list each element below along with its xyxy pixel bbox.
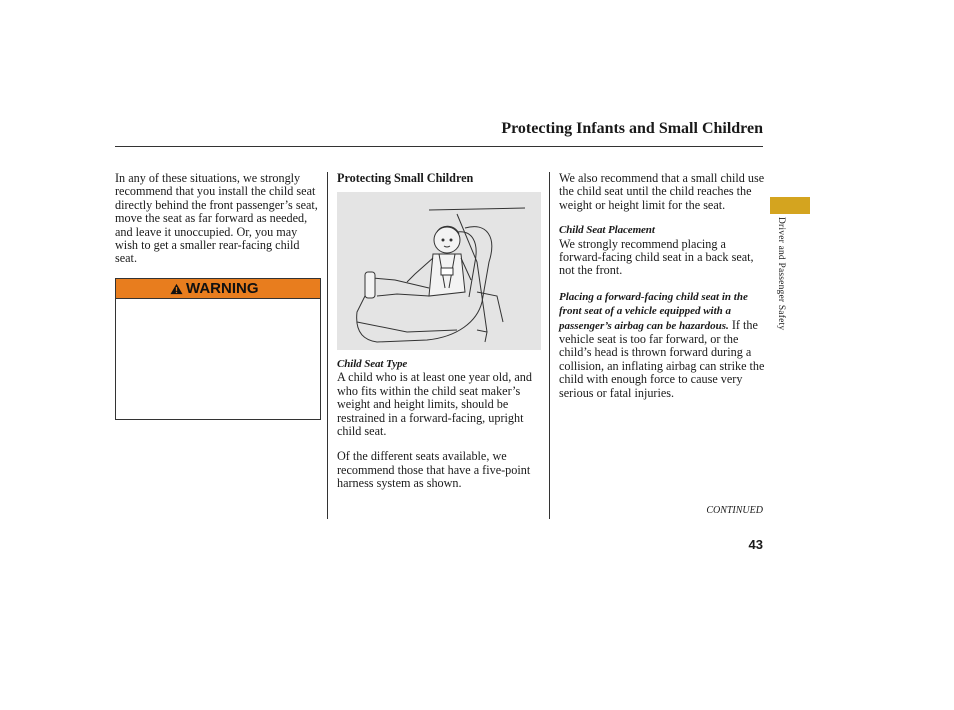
page-title: Protecting Infants and Small Children xyxy=(501,120,763,137)
placement-subheading: Child Seat Placement xyxy=(559,224,655,237)
airbag-warning-text: If the vehicle seat is too far forward, or the child’s head is thrown forward during a collision, an inflating airbag can strike the child with enough force to cause very serious or fatal injuries. xyxy=(559,317,765,400)
warning-label: WARNING xyxy=(186,280,259,297)
child-seat-type-paragraph: A child who is at least one year old, and who fits within the child seat maker’s weight and height limits, should be restrained in a forward-facing, upright child seat. xyxy=(337,370,532,439)
airbag-warning-paragraph xyxy=(559,290,765,400)
intro-paragraph: In any of these situations, we strongly recommend that you install the child seat directly behind the front passenger’s seat, move the seat as far forward as needed, and leave it unoccupied. Or, you may wish to get a smaller rear-facing child seat. xyxy=(115,171,318,266)
header-rule xyxy=(115,146,763,147)
column-2 xyxy=(337,172,541,185)
page-number: 43 xyxy=(748,537,763,552)
size-limit-paragraph: We also recommend that a small child use the child seat until the child reaches the weight or height limit for the seat. xyxy=(559,171,765,212)
column-3 xyxy=(559,172,765,400)
column-divider-2 xyxy=(549,172,550,519)
harness-paragraph: Of the different seats available, we recommend those that have a five-point harness system as shown. xyxy=(337,449,531,491)
child-seat-drawing xyxy=(337,192,541,350)
section-heading: Protecting Small Children xyxy=(337,171,474,185)
column-1 xyxy=(115,172,321,266)
airbag-warning-emphasis: Placing a forward-facing child seat in the front seat of a vehicle equipped with a passenger’s airbag can be hazardous. xyxy=(559,290,748,332)
warning-triangle-icon xyxy=(170,283,183,295)
continued-note: CONTINUED xyxy=(706,505,763,516)
placement-paragraph: We strongly recommend placing a forward-facing child seat in a back seat, not the front. xyxy=(559,236,754,278)
warning-header xyxy=(116,279,320,299)
column-2-body xyxy=(337,358,541,491)
section-tab xyxy=(770,197,810,214)
column-divider-1 xyxy=(327,172,328,519)
warning-box xyxy=(115,278,321,420)
section-tab-label: Driver and Passenger Safety xyxy=(776,217,786,331)
figure-caption: Child Seat Type xyxy=(337,358,408,370)
child-seat-illustration xyxy=(337,192,541,350)
